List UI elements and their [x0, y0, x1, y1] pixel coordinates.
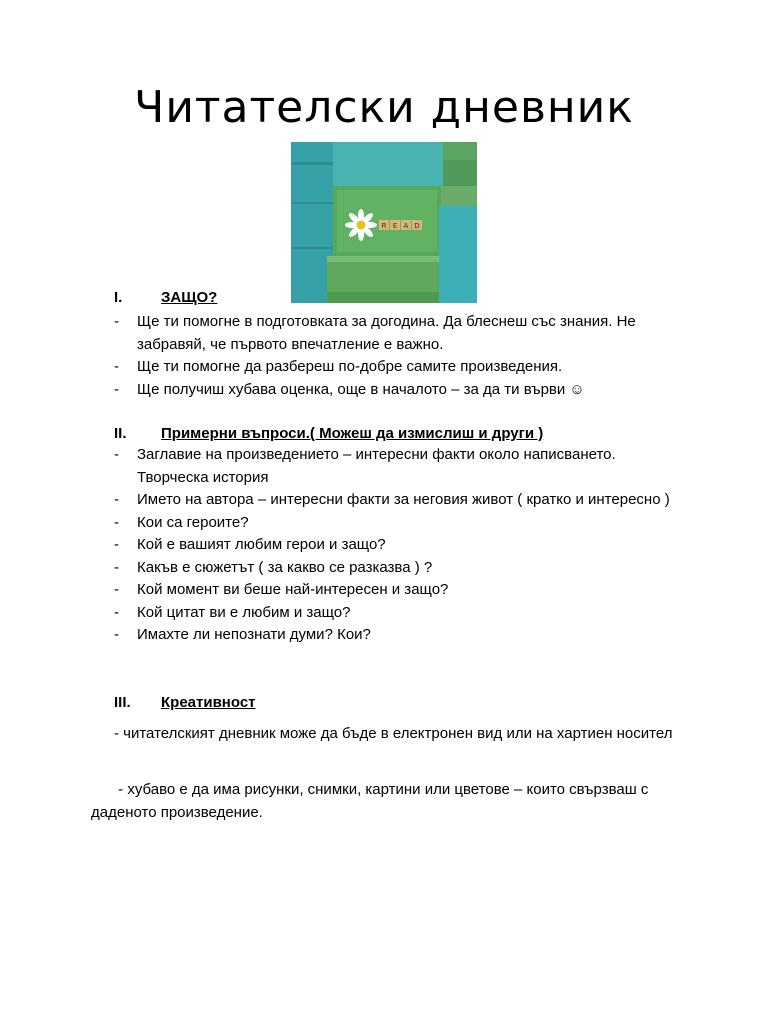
list-item-text: Ще получиш хубава оценка, още в началото – за да ти върви ☺ — [137, 380, 585, 398]
section-heading-creativity — [114, 694, 256, 711]
creativity-paragraph-2 — [91, 779, 691, 824]
list-item-text: Имахте ли непознати думи? Кои? — [137, 626, 371, 643]
dash-bullet: - — [114, 358, 119, 375]
list-item — [114, 557, 674, 580]
list-item — [114, 579, 674, 602]
svg-text:E: E — [392, 222, 398, 230]
section-number: II. — [114, 425, 127, 442]
dash-bullet: - — [114, 536, 119, 553]
section-heading-questions — [114, 425, 543, 442]
list-item — [114, 602, 674, 625]
list-item-text: Ще ти помогне да разбереш по-добре самите произведения. — [137, 358, 563, 375]
questions-list — [114, 444, 674, 647]
list-item — [114, 489, 674, 512]
list-item — [114, 311, 674, 356]
section-number: I. — [114, 289, 123, 306]
dash-bullet: - — [114, 603, 119, 621]
list-item-text: Какъв е сюжетът ( за какво се разказва ) ? — [137, 558, 433, 576]
dash-bullet: - — [114, 313, 119, 330]
list-item — [114, 534, 674, 557]
dash-bullet: - — [114, 513, 119, 531]
section-heading-why — [114, 289, 217, 306]
creativity-paragraph-1 — [91, 723, 691, 746]
paragraph-text: - хубаво е да има рисунки, снимки, картини или цветове – които свързваш с даденото произведение. — [91, 781, 649, 821]
document-title: Читателски дневник — [134, 82, 634, 133]
list-item-text: Кои са героите? — [137, 513, 249, 531]
list-item — [114, 512, 674, 535]
dash-bullet: - — [114, 581, 119, 598]
list-item — [114, 624, 674, 647]
dash-bullet: - — [114, 446, 119, 463]
svg-text:D: D — [414, 222, 420, 230]
list-item-text: Ще ти помогне в подготовката за догодина. Да блеснеш със знания. Не забравяй, че първото впечатление е важно. — [137, 313, 636, 353]
list-item-text: Заглавие на произведението – интересни факти около написването. Творческа история — [137, 446, 616, 486]
svg-text:R: R — [381, 222, 387, 230]
list-item-text: Името на автора – интересни факти за неговия живот ( кратко и интересно ) — [137, 491, 670, 508]
section-number: III. — [114, 694, 131, 711]
read-books-photo — [291, 142, 477, 303]
section-title: Креативност — [161, 694, 256, 711]
list-item — [114, 356, 674, 379]
dash-bullet: - — [114, 558, 119, 576]
why-list — [114, 311, 674, 401]
dash-bullet: - — [114, 380, 119, 398]
section-title: ЗАЩО? — [161, 289, 218, 306]
list-item-text: Кой е вашият любим герои и защо? — [137, 536, 386, 553]
dash-bullet: - — [114, 491, 119, 508]
book-stack-daisy-icon — [291, 142, 477, 303]
svg-text:A: A — [403, 222, 409, 230]
list-item-text: Кой цитат ви е любим и защо? — [137, 603, 351, 621]
list-item — [114, 444, 674, 489]
list-item — [114, 379, 674, 402]
dash-bullet: - — [114, 626, 119, 643]
paragraph-text: - читателският дневник може да бъде в електронен вид или на хартиен носител — [114, 725, 673, 742]
section-title: Примерни въпроси.( Можеш да измислиш и други ) — [161, 425, 544, 442]
list-item-text: Кой момент ви беше най-интересен и защо? — [137, 581, 449, 598]
